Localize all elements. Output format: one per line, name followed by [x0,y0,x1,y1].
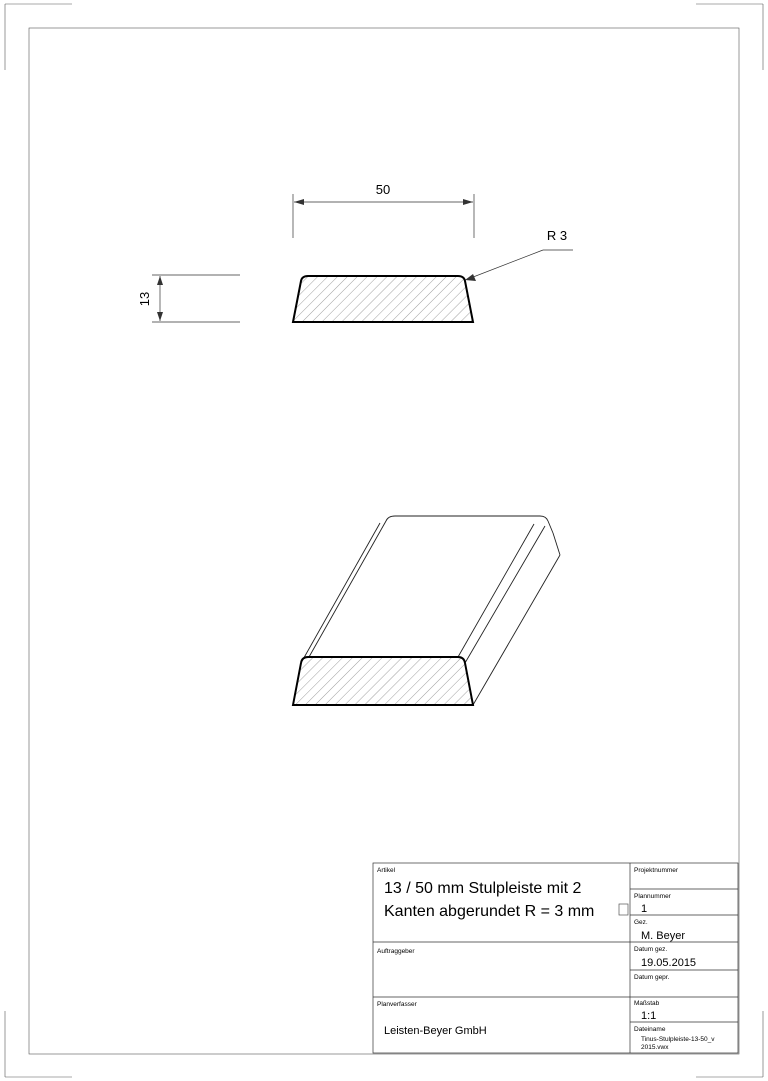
placeholder-box [619,904,628,915]
height-dimension [152,275,240,322]
gez-value: M. Beyer [641,930,686,942]
dateiname-line-2: 2015.vwx [641,1044,669,1051]
datum-gepr-label: Datum gepr. [634,974,670,981]
planverfasser-value: Leisten-Beyer GmbH [384,1025,487,1037]
radius-leader [465,250,573,281]
height-dimension-label: 13 [137,291,152,307]
article-title-line-2: Kanten abgerundet R = 3 mm [384,903,595,920]
radius-label: R 3 [546,228,568,243]
artikel-label: Artikel [377,867,396,874]
dateiname-line-1: Tinus-Stulpleiste-13-50_v [641,1036,715,1043]
isometric-view [293,516,560,705]
massstab-value: 1:1 [641,1010,657,1022]
planverfasser-label: Planverfasser [377,1001,417,1008]
dateiname-label: Dateiname [634,1026,666,1033]
datum-gez-value: 19.05.2015 [641,957,697,969]
datum-gez-label: Datum gez. [634,946,668,953]
title-block-text [377,867,715,1051]
auftraggeber-label: Auftraggeber [377,948,415,955]
gez-label: Gez. [634,919,648,926]
width-dimension [293,194,474,238]
section-profile [293,276,473,322]
front-section-view [137,182,573,322]
width-dimension-label: 50 [375,182,391,197]
plannummer-value: 1 [641,903,648,915]
projektnummer-label: Projektnummer [634,867,679,874]
massstab-label: Maßstab [634,1000,660,1007]
article-title-line-1: 13 / 50 mm Stulpleiste mit 2 [384,880,582,897]
plannummer-label: Plannummer [634,893,671,900]
